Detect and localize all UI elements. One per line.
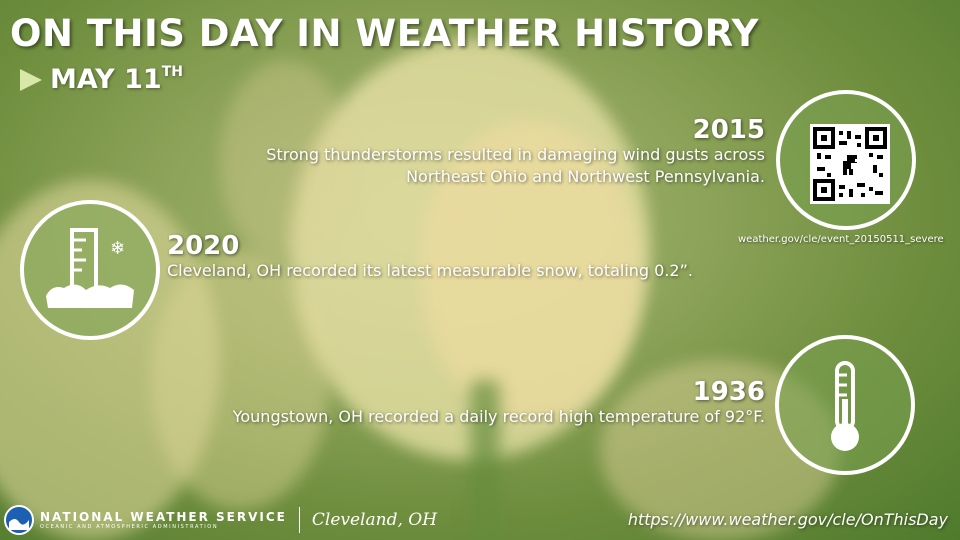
svg-text:❄: ❄: [110, 238, 126, 259]
event-2020: [167, 232, 693, 282]
event-description-line: Northeast Ohio and Northwest Pennsylvania.: [406, 167, 765, 186]
event-1936: [233, 378, 765, 428]
date-suffix: TH: [161, 64, 183, 80]
snow-gauge-icon: [24, 204, 156, 336]
agency-name: NATIONAL WEATHER SERVICE: [40, 510, 287, 524]
on-this-day-link[interactable]: https://www.weather.gov/cle/OnThisDay: [627, 510, 948, 529]
qr-link-text[interactable]: weather.gov/cle/event_20150511_severe: [738, 234, 944, 245]
office-name: Cleveland, OH: [311, 510, 438, 530]
event-description-line: Strong thunderstorms resulted in damaging wind gusts across: [266, 145, 765, 164]
event-description-line: Youngstown, OH recorded a daily record high temperature of 92°F.: [232, 407, 765, 426]
thermometer-icon: [779, 339, 911, 471]
agency-subtitle: OCEANIC AND ATMOSPHERIC ADMINISTRATION: [40, 524, 219, 530]
footer-divider: [299, 507, 300, 533]
noaa-logo-icon: [4, 505, 34, 535]
qr-code-icon[interactable]: [810, 124, 890, 204]
event-2015: [266, 116, 765, 188]
event-year: 2015: [692, 115, 765, 145]
page-title: ON THIS DAY IN WEATHER HISTORY: [10, 12, 759, 55]
event-year: 1936: [692, 377, 765, 407]
date-heading: [20, 64, 183, 95]
play-arrow-icon: [20, 69, 42, 91]
event-description-line: Cleveland, OH recorded its latest measurable snow, totaling 0.2”.: [167, 261, 693, 280]
qr-code-circle[interactable]: [776, 90, 916, 230]
event-year: 2020: [167, 231, 240, 261]
nws-branding: [4, 505, 437, 535]
date-text: MAY 11: [50, 64, 162, 95]
snow-icon-circle: [20, 200, 160, 340]
thermometer-circle: [775, 335, 915, 475]
